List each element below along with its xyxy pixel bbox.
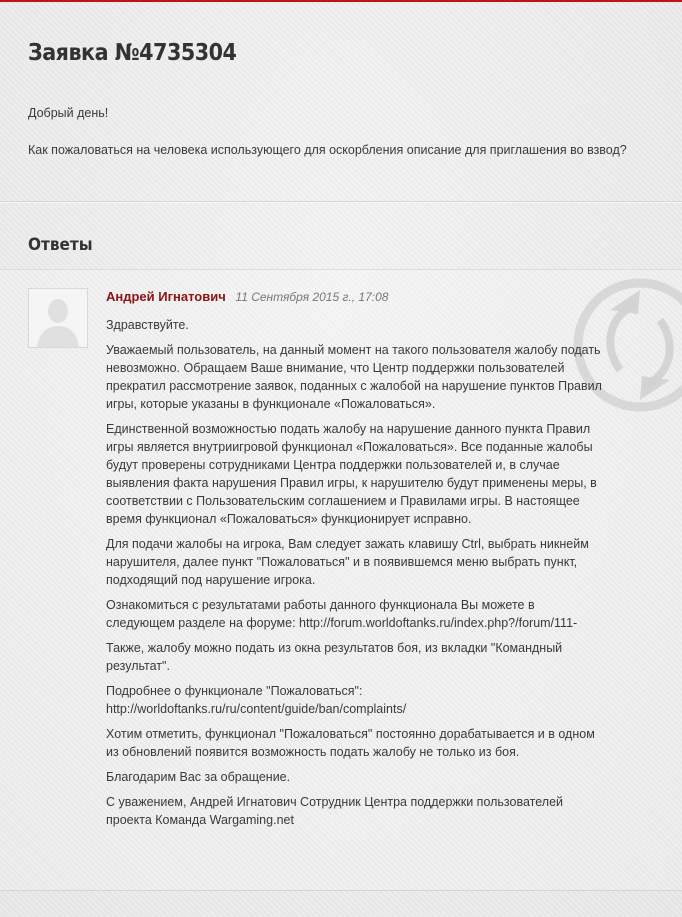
answer-paragraph: Здравствуйте. <box>106 318 189 332</box>
ticket-title: Заявка №4735304 <box>28 40 237 66</box>
answer-paragraph: Ознакомиться с результатами работы данного функционала Вы можете в следующем разделе на форуме: http://forum.worldoftanks.ru/index.php?/forum/111- <box>106 598 578 630</box>
answer-paragraph: С уважением, Андрей Игнатович Сотрудник Центра поддержки пользователей проекта Команда Wargaming.net <box>106 795 564 827</box>
top-accent-line <box>0 0 682 2</box>
ticket-greeting: Добрый день! <box>28 106 109 120</box>
answer-paragraph: Единственной возможностью подать жалобу на нарушение данного пункта Правил игры является внутриигровой функционал «Пожаловаться». Все поданные жалобы будут проверены сотрудниками Центра поддержки пользователей и, в случае выявления факта нарушения Правил игры, к нарушителю будут применены меры, в соответствии с Пользовательским соглашением и Правилами игры. В настоящее время функционал «Пожаловаться» функционирует исправно. <box>106 422 597 526</box>
avatar <box>28 288 88 348</box>
answer-body <box>106 316 606 836</box>
answer-meta <box>106 289 388 304</box>
ticket-question: Как пожаловаться на человека использующего для оскорбления описание для приглашения во взвод? <box>28 143 627 157</box>
answer-paragraph: Благодарим Вас за обращение. <box>106 770 291 784</box>
author-name: Андрей Игнатович <box>106 289 226 304</box>
answer-paragraph: Также, жалобу можно подать из окна результатов боя, из вкладки "Командный результат". <box>106 641 563 673</box>
answer-paragraph: Подробнее о функционале "Пожаловаться": http://worldoftanks.ru/ru/content/guide/ban/complaints/ <box>106 684 407 716</box>
section-divider <box>0 201 682 202</box>
answers-heading: Ответы <box>28 235 93 255</box>
user-placeholder-icon <box>29 289 87 347</box>
answer-paragraph: Уважаемый пользователь, на данный момент на такого пользователя жалобу подать невозможно. Обращаем Ваше внимание, что Центр поддержки пользователей прекратил рассмотрение заявок, поданных с жалобой на нарушение пунктов Правил игры, которые указаны в функционале «Пожаловаться». <box>106 343 602 411</box>
answer-paragraph: Для подачи жалобы на игрока, Вам следует зажать клавишу Ctrl, выбрать никнейм нарушителя, далее пункт "Пожаловаться" и в появившемся меню выбрать пункт, подходящий под нарушение игрока. <box>106 537 589 587</box>
answer-paragraph: Хотим отметить, функционал "Пожаловаться" постоянно дорабатывается и в одном из обновлений появится возможность подать жалобу не только из боя. <box>106 727 595 759</box>
answer-date: 11 Сентября 2015 г., 17:08 <box>235 290 389 304</box>
